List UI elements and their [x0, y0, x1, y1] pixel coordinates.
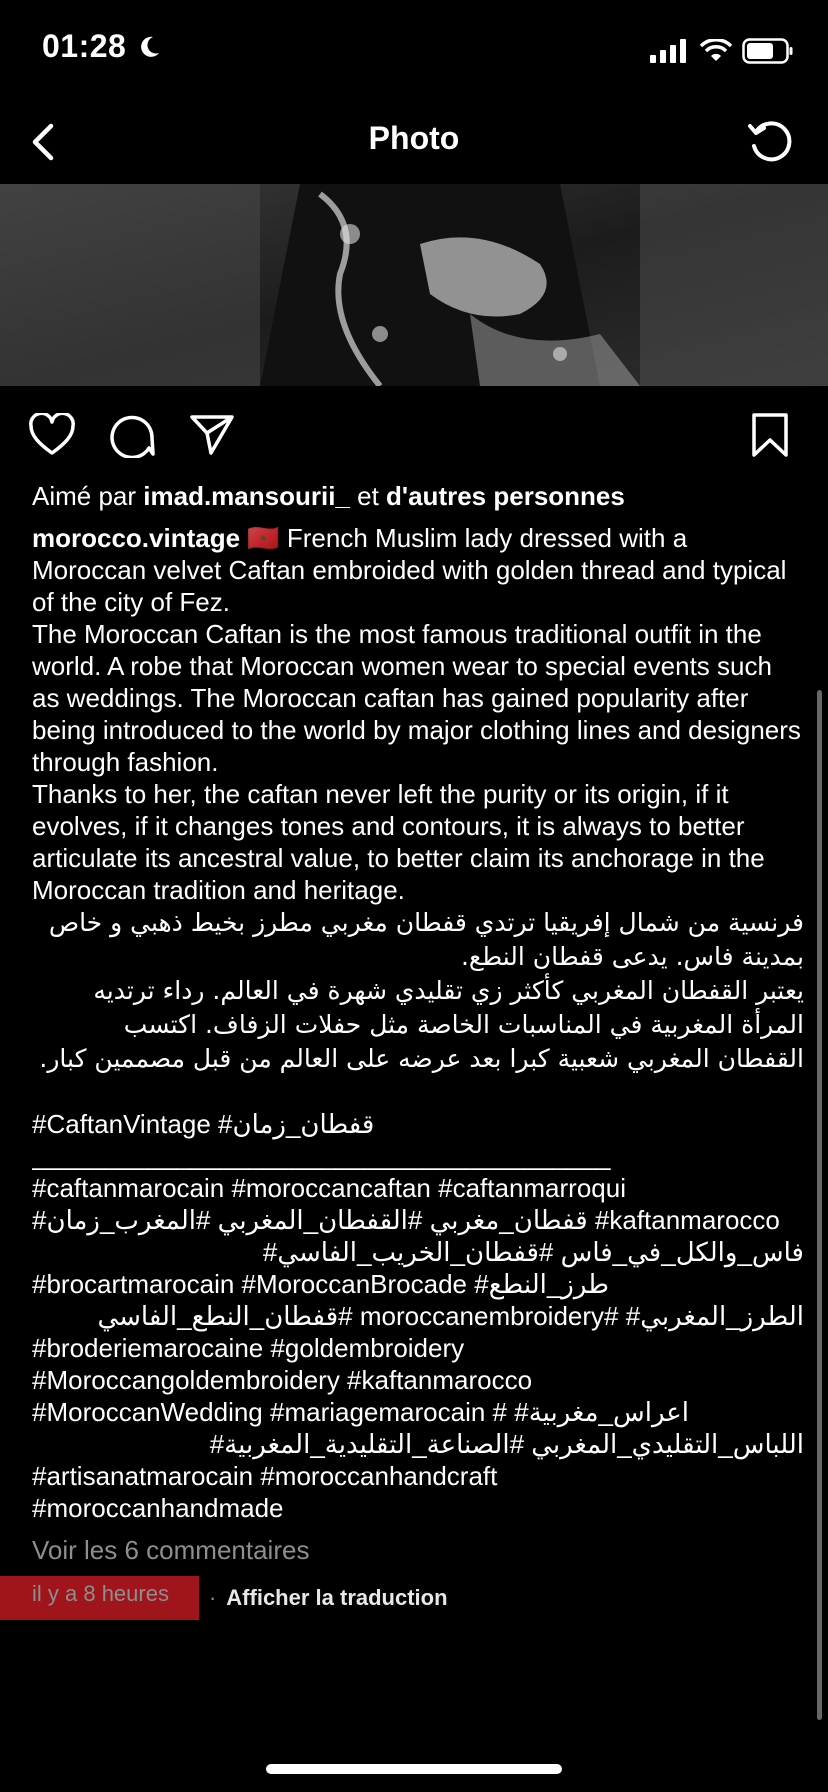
hashtags-line-11[interactable]: #moroccanhandmade: [32, 1493, 284, 1523]
caption-paragraph-3: Thanks to her, the caftan never left the purity or its origin, if it evolves, if it changes tones and contours, it is always to better articulate its ancestral value, to better claim its anchorage in the Moroccan tradition and heritage.: [32, 779, 765, 905]
moon-icon: [136, 34, 162, 60]
hashtags-line-4[interactable]: #brocartmarocain #MoroccanBrocade #طرز_النطع: [32, 1269, 609, 1299]
home-indicator[interactable]: [266, 1764, 562, 1774]
likes-prefix: Aimé par: [32, 481, 144, 511]
hashtags-line-8[interactable]: #MoroccanWedding #mariagemarocain # #اعراس_مغربية: [32, 1397, 690, 1427]
post-actions: [0, 408, 828, 462]
liker-username[interactable]: imad.mansourii_: [143, 481, 350, 511]
view-comments-link[interactable]: Voir les 6 commentaires: [32, 1535, 310, 1565]
hashtags-line-3[interactable]: فاس_والكل_في_فاس #قفطان_الخريب_الفاسي#: [262, 1237, 804, 1267]
refresh-icon: [746, 118, 794, 166]
comment-button[interactable]: [104, 408, 160, 462]
like-button[interactable]: [24, 408, 80, 462]
hashtags-line-5[interactable]: الطرز_المغربي# #moroccanembroidery #قفطان_النطع_الفاسي: [97, 1301, 804, 1331]
status-bar: [0, 0, 828, 100]
hashtags-line-7[interactable]: #Moroccangoldembroidery #kaftanmarocco: [32, 1365, 533, 1395]
likes-others-link[interactable]: d'autres personnes: [386, 481, 625, 511]
caption-paragraph-1: French Muslim lady dressed with a Moroccan velvet Caftan embroided with golden thread and typical of the city of Fez.: [32, 523, 787, 617]
likes-middle: et: [349, 481, 387, 511]
scrollbar[interactable]: [817, 690, 822, 1720]
hashtags-line-9[interactable]: اللباس_التقليدي_المغربي #الصناعة_التقليدية_المغربية#: [209, 1429, 804, 1459]
separator-line: ________________________________________: [32, 1141, 611, 1171]
send-icon: [189, 413, 235, 457]
separator-dot: ·: [208, 1585, 217, 1610]
hashtags-line-6[interactable]: #broderiemarocaine #goldembroidery: [32, 1333, 465, 1363]
bookmark-icon: [750, 412, 790, 458]
page-title: Photo: [368, 120, 460, 156]
author-username[interactable]: morocco.vintage: [32, 523, 241, 553]
comment-icon: [109, 412, 155, 458]
refresh-button[interactable]: [742, 114, 798, 170]
battery-icon: [742, 38, 794, 64]
translate-button[interactable]: Afficher la traduction: [226, 1585, 448, 1610]
post-content: [32, 480, 804, 1620]
caption-arabic-2: يعتبر القفطان المغربي كأكثر زي تقليدي شهرة في العالم. رداء ترتديه المرأة المغربية في المناسبات الخاصة مثل حفلات الزفاف. اكتسب القفطان المغربي شعبية كبرا بعد عرضه على العالم من قبل مصممين كبار.: [39, 976, 804, 1073]
caption-paragraph-2: The Moroccan Caftan is the most famous traditional outfit in the world. A robe that Moroccan women wear to special events such as weddings. The Moroccan caftan has gained popularity after being introduced to the world by major clothing lines and designers through fashion.: [32, 619, 801, 777]
status-icons: [650, 38, 794, 64]
morocco-flag-icon: 🇲🇦: [247, 523, 280, 553]
caption-intro: [32, 522, 804, 618]
save-button[interactable]: [742, 408, 798, 462]
heart-icon: [28, 413, 76, 457]
post-meta: [32, 1576, 804, 1620]
signal-icon: [650, 39, 690, 63]
hashtags-line-10[interactable]: #artisanatmarocain #moroccanhandcraft: [32, 1461, 498, 1491]
caption-arabic-1: فرنسية من شمال إفريقيا ترتدي قفطان مغربي مطرز بخيط ذهبي و خاص بمدينة فاس. يدعى قفطان النطع.: [48, 908, 804, 971]
nav-bar: [0, 100, 828, 184]
wifi-icon: [700, 39, 732, 63]
post-photo[interactable]: [0, 184, 828, 386]
caption: [32, 522, 804, 1524]
share-button[interactable]: [184, 408, 240, 462]
likes-line: [32, 480, 804, 512]
hashtags-line-2[interactable]: #caftanmarocain #moroccancaftan #caftanmarroqui #قفطان_مغربي #القفطان_المغربي #المغرب_زمان #kaftanmarocco: [32, 1173, 780, 1235]
photo-image: [0, 184, 828, 386]
hashtags-line-1[interactable]: #CaftanVintage #قفطان_زمان: [32, 1109, 375, 1139]
status-time: 01:28: [42, 28, 127, 64]
timestamp: il y a 8 heures: [0, 1576, 199, 1620]
